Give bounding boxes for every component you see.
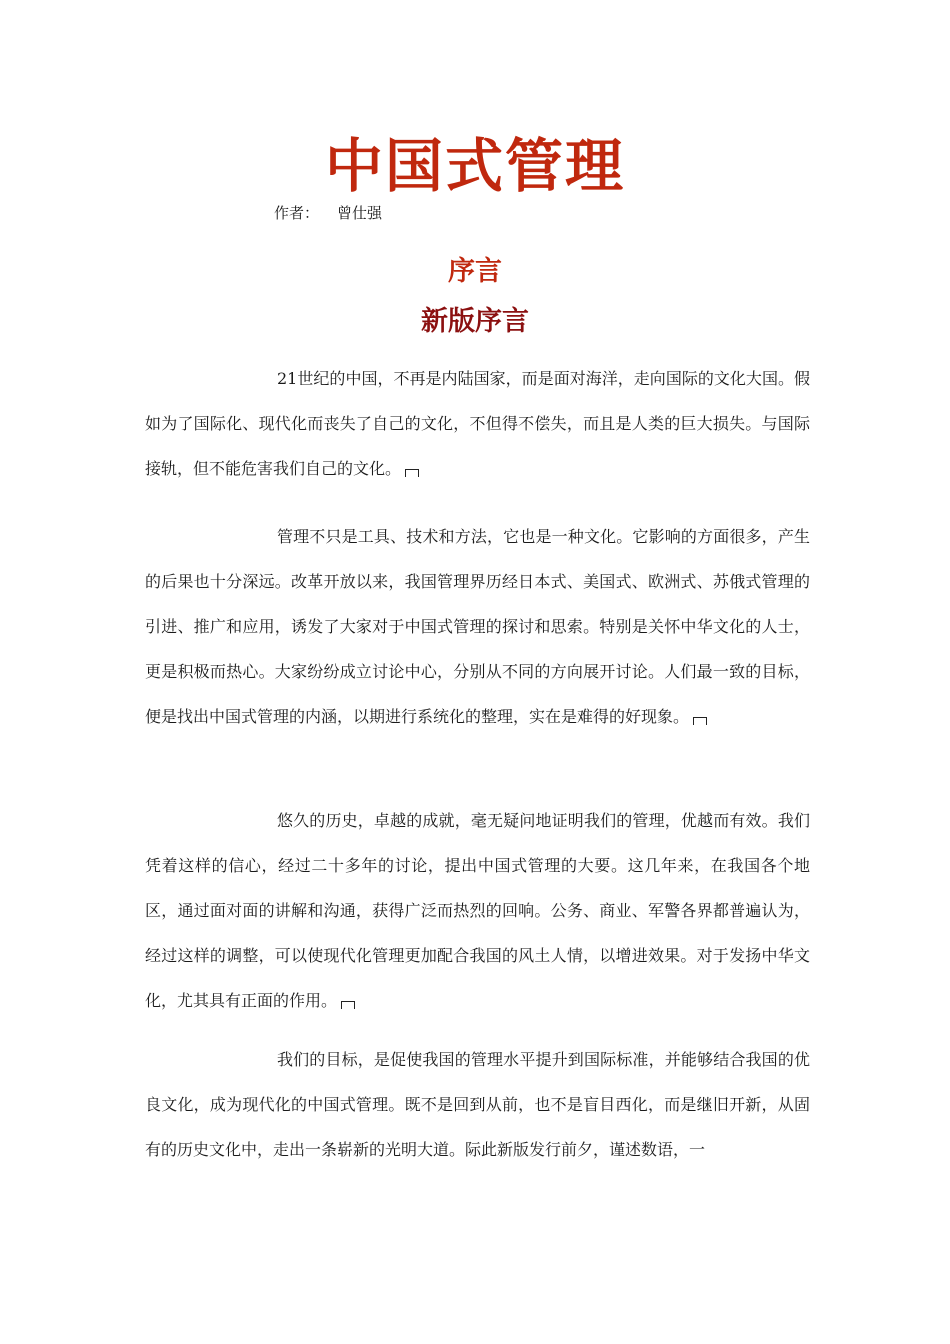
paragraph-3 bbox=[145, 798, 810, 1023]
paragraph-1 bbox=[145, 356, 810, 491]
paragraph-2 bbox=[145, 514, 810, 739]
paragraph-2-text: 管理不只是工具、技术和方法，它也是一种文化。它影响的方面很多，产生的后果也十分深远。改革开放以来，我国管理界历经日本式、美国式、欧洲式、苏俄式管理的引进、推广和应用，诱发了大家对于中国式管理的探讨和思索。特别是关怀中华文化的人士，更是积极而热心。大家纷纷成立讨论中心，分别从不同的方向展开讨论。人们最一致的目标，便是找出中国式管理的内涵，以期进行系统化的整理，实在是难得的好现象。 bbox=[145, 527, 810, 726]
paragraph-mark-icon bbox=[693, 717, 707, 725]
paragraph-1-text: 21世纪的中国，不再是内陆国家，而是面对海洋，走向国际的文化大国。假如为了国际化、现代化而丧失了自己的文化，不但得不偿失，而且是人类的巨大损失。与国际接轨，但不能危害我们自己的文化。 bbox=[145, 369, 810, 478]
document-title: 中国式管理 bbox=[324, 132, 625, 200]
paragraph-3-text: 悠久的历史，卓越的成就，毫无疑问地证明我们的管理，优越而有效。我们凭着这样的信心，经过二十多年的讨论，提出中国式管理的大要。这几年来，在我国各个地区，通过面对面的讲解和沟通，获得广泛而热烈的回响。公务、商业、军警各界都普遍认为，经过这样的调整，可以使现代化管理更加配合我国的风土人情，以增进效果。对于发扬中华文化，尤其具有正面的作用。 bbox=[145, 811, 810, 1010]
preface-heading: 序言 bbox=[448, 256, 502, 287]
author-line bbox=[274, 202, 382, 224]
paragraph-mark-icon bbox=[405, 469, 419, 477]
author-name: 曾仕强 bbox=[337, 204, 383, 222]
paragraph-4-text: 我们的目标，是促使我国的管理水平提升到国际标准，并能够结合我国的优良文化，成为现代化的中国式管理。既不是回到从前，也不是盲目西化，而是继旧开新，从固有的历史文化中，走出一条崭新的光明大道。际此新版发行前夕，谨述数语，一 bbox=[145, 1050, 810, 1159]
author-label: 作者： bbox=[274, 204, 320, 222]
paragraph-mark-icon bbox=[341, 1001, 355, 1009]
paragraph-4 bbox=[145, 1037, 810, 1172]
new-edition-preface-heading: 新版序言 bbox=[421, 306, 529, 337]
